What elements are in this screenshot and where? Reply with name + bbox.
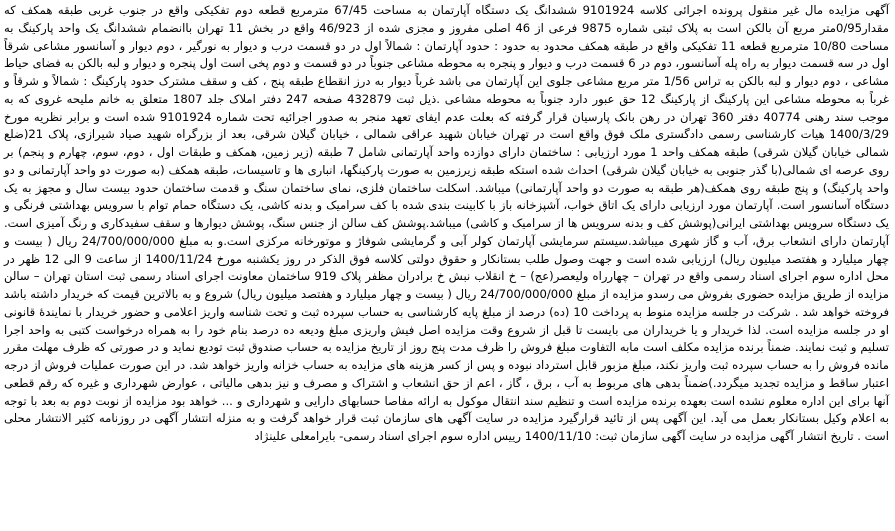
notice-body-text: آگهی مزایده مال غیر منقول پرونده اجرائی کلاسه 9101924 ششدانگ یک دستگاه آپارتمان به مساحت 67/45 مترمربع قطعه دوم تفکیکی واقع در جنوب غربی طبقه همکف که مقدار0/95متر مربع آن بالکن است به پلاک ثبتی شماره 9875 فرعی از 46 اصلی مفروز و مجزی شده از 46/923 واقع در بخش 11 تهران باانضمام ششدانگ یک واحد پارکینگ به مساحت 10/80 مترمربع قطعه 11 تفکیکی واقع در طبقه همکف محدود به حدود : حدود آپارتمان : شمالاً اول در دو قسمت درب و دیوار به نورگیر ، دوم دیوار و آسانسور مشاعی شرقاً اول در سه قسمت دیوار به راه پله آسانسور، دوم در 6 قسمت درب و دیوار و پنجره به محوطه مشاعی جنوباً در دو قسمت و دوم پخی است اول پنجره و دیوار و لبه بالکن به فضای حیاط مشاعی ، دوم دیوار و لبه بالکن به تراس 1/56 متر مربع مشاعی جلوی این آپارتمان می باشد غرباً دیوار به درز انقطاع طبقه پنج ، کف و سقف مشترک حدود پارکینگ : شمالاً و شرقاً و غرباً به محوطه مشاعی این پارکینگ از پارکینگ 12 حق عبور دارد جنوباً به محوطه مشاعی .ذیل ثبت 432879 صفحه 247 دفتر املاک جلد 1807 متعلق به خانم ملیحه غروی که به موجب سند رهنی 40774 دفتر 360 تهران در رهن بانک پارسیان قرار گرفته که بعلت عدم ایفای تعهد منجر به صدور اجرائیه تحت شماره 9101924 شده است و برابر نظریه مورخ 1400/3/29 هیات کارشناسی رسمی دادگستری ملک فوق واقع است در تهران خیابان شهید عراقی شمالی ، خیابان گیلان شرقی، بعد از بزرگراه شهید صیاد شیرازی، پلاک 21(ضلع شمالی خیابان گیلان شرقی) طبقه همکف واحد 1 مورد ارزیابی : ساختمان دارای دوازده واحد آپارتمانی شامل 7 طبقه (زیر زمین، همکف و طبقات اول ، دوم، سوم، چهارم و پنجم) بر روی عرصه ای شمالی(با گذر جنوبی به خیابان گیلان شرقی) احداث شده استکه طبقه زیرزمین به صورت پارکینگها، انباری ها و تاسیسات، طبقه همکف (به صورت دو واحد آپارتمانی و دو واحد پارکینگ) و پنج طبقه روی همکف(هر طبقه به صورت دو واحد آپارتمانی) میباشد. اسکلت ساختمان فلزی، نمای ساختمان سنگ و قدمت ساختمان حدود بیست سال و مجهز به یک دستگاه آسانسور است. آپارتمان مورد ارزیابی دارای یک اتاق خواب، آشپزخانه باز با کابینت بندی شده با کف سرامیک و بدنه کاشی، یک دستگاه حمام توام با سرویس بهداشتی فرنگی و یک دستگاه سرویس بهداشتی ایرانی(پوشش کف و بدنه سرویس ها از سرامیک و کاشی) میباشد.پوشش کف سالن از جنس سنگ، پوشش دیوارها و سقف سفیدکاری و رنگ آمیزی است. آپارتمان دارای انشعاب برق، آب و گاز شهری میباشد.سیستم سرمایشی آپارتمان کولر آبی و گرمایشی شوفاژ و موتورخانه مرکزی است.و به مبلغ 24/700/000/000 ریال ( بیست و چهار میلیارد و هفتصد میلیون ریال) ارزیابی شده است و جهت وصول طلب بستانکار و حقوق دولتی کلاسه فوق الذکر در روز یکشنبه مورخ 1400/11/24 از ساعت 9 الی 12 ظهر در محل اداره سوم اجرای اسناد رسمی واقع در تهران – چهارراه ولیعصر(عج) – خ انقلاب نبش خ برادران مظفر پلاک 919 ساختمان معاونت اجرای اسناد رسمی ثبت استان تهران – سالن مزایده از طریق مزایده حضوری بفروش می رسدو مزایده از مبلغ 24/700/000/000 ریال ( بیست و چهار میلیارد و هفتصد میلیون ریال) شروع و به بالاترین قیمت که خریدار داشته باشد فروخته خواهد شد . شرکت در جلسه مزایده منوط به پرداخت 10 (ده) درصد از مبلغ پایه کارشناسی به حساب سپرده ثبت و تحت شناسه واریز اعلامی و حضور خریدار با نمایندۀ قانونی او در جلسه مزایده است. لذا خریدار و یا خریداران می بایست تا قبل از شروع وقت مزایده اصل فیش واریزی مبلغ ودیعه ده درصد بنام خود را به همراه درخواست کتبی به واحد اجرا تسلیم و ثبت نمایند. ضمناً برنده مزایده مکلف است مابه التفاوت مبلغ فروش را ظرف مدت پنج روز از تاریخ مزایده به حساب صندوق ثبت تودیع نماید و در صورتی که ظرف مهلت مقرر مانده فروش را به حساب سپرده ثبت واریز نکند، مبلغ مزبور قابل استرداد نبوده و پس از کسر هزینه های مزایده به حساب خزانه واریز خواهد شد. در این صورت عملیات فروش از درجه اعتبار ساقط و مزایده تجدید میگردد.)ضمناً بدهی های مربوط به آب ، برق ، گاز ، اعم از حق انشعاب و اشتراک و مصرف و نیز بدهی مالیاتی ، عوارض شهرداری و غیره که رقم قطعی آنها برای این اداره معلوم نشده است بعهده برنده مزایده است و تنظیم سند انتقال موکول به ارائه مفاصا حسابهای دارایی و شهرداری و ... خواهد بود مزایده از نوبت دوم به بعد با توجه به اعلام وکیل بستانکار بعمل می آید. این آگهی پس از تائید قرارگیرد مزایده در سایت آگهی های سازمان ثبت قرار خواهد گرفت و به منزله انتشار آگهی در روزنامه کثیر الانتشار محلی است . تاریخ انتشار آگهی مزایده در سایت آگهی سازمان ثبت: 1400/11/10 رییس اداره سوم اجرای اسناد رسمی- بایرامعلی علینژاد [4,3,890,443]
